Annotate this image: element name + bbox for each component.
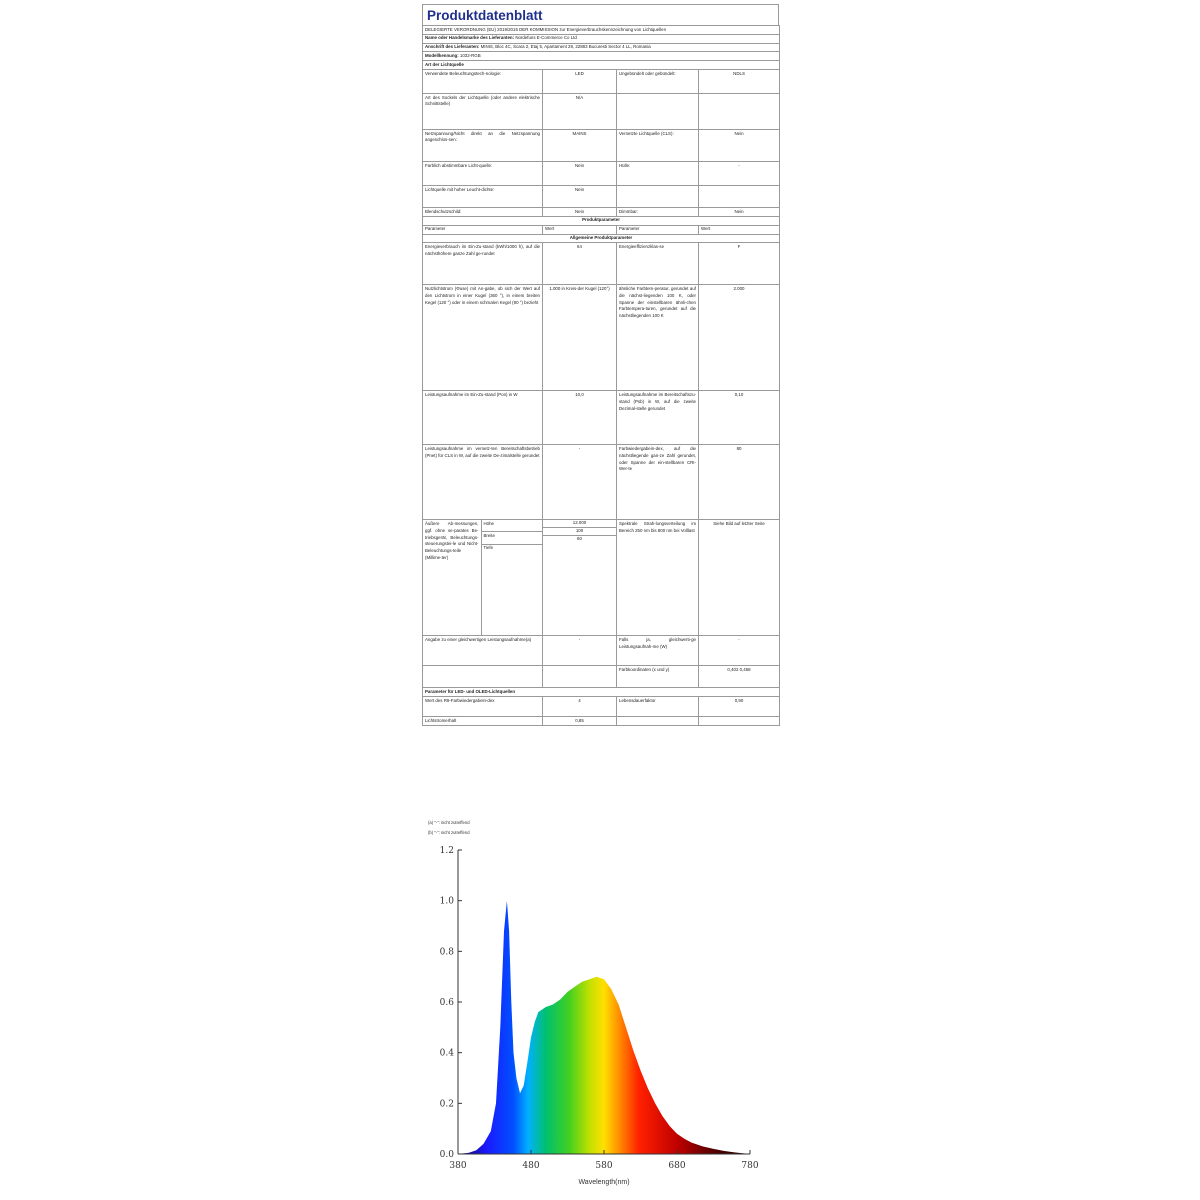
footnote: (a) "-": nicht zutreffend [428, 820, 470, 825]
dimension-name: Breite [481, 532, 542, 544]
cell: Lichtquelle mit hoher Leucht-dichte: [423, 186, 543, 208]
table-row [423, 34, 780, 43]
dimension-value: 100 [543, 528, 616, 536]
cell: Siehe Bild auf letzter Seite [699, 520, 780, 636]
cell: 80 [699, 445, 780, 520]
cell: - [699, 162, 780, 186]
cell: Art des Sockels der Lichtquelle (oder andere elektrische Schnittstelle) [423, 94, 543, 130]
supplier-address-cell: Anschrift des Lieferanten: MINIS, Bloc 4C, Scara 2, Etaj 5, Apartament 29, 22883 Bucuresti Sector 4 LL, Romania [423, 43, 780, 52]
cell [543, 666, 617, 688]
table-row [423, 52, 780, 61]
table-row [423, 285, 780, 391]
cell [423, 666, 543, 688]
cell [617, 186, 699, 208]
table-row [423, 243, 780, 285]
cell: Angabe zu einer gleichwertigen Leistungsaufnahme(a) [423, 636, 543, 666]
page-title: Produktdatenblatt [422, 4, 779, 25]
dimensions-label: Äußere Ab-messungen, ggf. ohne se-parates Be-triebsgerät, Beleuchtungs-steuerungstei-le und Nicht-Beleuchtungs-teile (Millime-ter) [423, 520, 481, 635]
cell: Nein [699, 208, 780, 217]
datasheet-table [422, 25, 780, 726]
table-row [423, 208, 780, 217]
cell: Wert des R9-Farbwiedergabein-dex [423, 697, 543, 717]
x-tick-label: 680 [668, 1161, 686, 1171]
cell: Falls ja, gleichwerti-ge Leistungsaufnah-me (W) [617, 636, 699, 666]
spectrum-area [458, 901, 750, 1154]
table-row [423, 688, 780, 697]
footnotes [428, 818, 470, 838]
cell: Leistungsaufnahme im Ein-Zu-stand (Pon) in W [423, 391, 543, 445]
dimension-name: Tiefe [483, 545, 494, 550]
column-header: Wert [543, 225, 617, 234]
section-heading: Allgemeine Produktparameter [423, 234, 780, 243]
cell: Energieeffizienzklas-se [617, 243, 699, 285]
y-tick-label: 0.4 [439, 1048, 454, 1059]
column-header: Parameter [423, 225, 543, 234]
cell: Farblich abstimmbare Licht-quelle: [423, 162, 543, 186]
cell: 4 [543, 697, 617, 717]
table-row [423, 636, 780, 666]
x-tick-label: 480 [522, 1161, 540, 1171]
cell [617, 717, 699, 726]
section-heading: Produktparameter [423, 216, 780, 225]
cell: Farbkoordinaten (x und y) [617, 666, 699, 688]
x-tick-label: 580 [595, 1161, 613, 1171]
table-row [423, 162, 780, 186]
footnote: (b) "-": nicht zutreffend [428, 830, 470, 835]
cell: Farbwiedergabein-dex, auf die nächstliegende gan-ze Zahl gerundet, oder Spanne der ein-stellbaren CRI-Wer-te [617, 445, 699, 520]
y-tick-label: 1.2 [439, 846, 454, 856]
table-row [423, 234, 780, 243]
cell: Lebensdauerfaktor [617, 697, 699, 717]
column-header: Wert [699, 225, 780, 234]
dimensions-subtable [423, 520, 542, 635]
cell: ähnliche Farbtem-peratur, gerundet auf die nächst-liegenden 100 K, oder Spanne der einstellbaren ähnli-chen Farbtempera-turen, gerundet auf die nächstliegenden 100 K [617, 285, 699, 391]
y-tick-label: 0.2 [439, 1099, 454, 1110]
table-row [423, 520, 780, 636]
cell: 0,90 [699, 697, 780, 717]
regulation-subtitle: DELEGIERTE VERORDNUNG (EU) 2019/2015 DER KOMMISSION zur Energieverbrauchskennzeichnung von Lichtquellen [423, 26, 780, 35]
cell: Nutzlichtstrom (Φuse) mit An-gabe, ob sich der Wert auf den Lichtstrom in einer Kugel (360 °), in einem breiten Kegel (120 °) oder in einem schmalen Kegel (90 °) bezieht [423, 285, 543, 391]
cell: Leistungsaufnahme im vernetz-ten Bereitschaftsbetrieb (Pnet) für CLS in W, auf die zweite De-zimalstelle gerundet [423, 445, 543, 520]
table-row [423, 94, 780, 130]
product-datasheet [422, 4, 779, 726]
y-tick-label: 1.0 [439, 896, 454, 907]
cell: MAINS [543, 130, 617, 162]
cell: Nein [543, 162, 617, 186]
table-row [423, 445, 780, 520]
cell: 0,85 [543, 717, 617, 726]
section-heading: Art der Lichtquelle [423, 61, 780, 70]
table-row [423, 70, 780, 94]
cell: Hülle: [617, 162, 699, 186]
cell: 2.000 [699, 285, 780, 391]
dimensions-values-cell [543, 520, 617, 636]
cell: F [699, 243, 780, 285]
cell: Verwendete Beleuchtungstech-nologie: [423, 70, 543, 94]
cell [699, 717, 780, 726]
cell: Lichtstromerhalt [423, 717, 543, 726]
cell: - [699, 636, 780, 666]
dimension-value: 60 [577, 536, 582, 542]
x-axis-label: Wavelength(nm) [578, 1179, 630, 1186]
dimension-name: Höhe [481, 520, 542, 531]
table-row [423, 717, 780, 726]
spectrum-chart [420, 842, 770, 1192]
table-row [423, 130, 780, 162]
x-tick-label: 380 [449, 1161, 467, 1171]
cell: NDLS [699, 70, 780, 94]
cell: - [543, 636, 617, 666]
cell: Dimmbar: [617, 208, 699, 217]
model-cell: Modellkennung: 1032-RGB [423, 52, 780, 61]
table-row [423, 61, 780, 70]
table-row [423, 43, 780, 52]
cell: 1.000 in Kreis-der Kugel (120°) [543, 285, 617, 391]
cell: 64 [543, 243, 617, 285]
cell: 0,10 [699, 391, 780, 445]
cell: Nein [543, 186, 617, 208]
y-tick-label: 0.6 [439, 998, 454, 1008]
x-tick-label: 780 [741, 1161, 759, 1171]
table-row [423, 697, 780, 717]
cell: 10,0 [543, 391, 617, 445]
cell: Ungebündelt oder gebündelt: [617, 70, 699, 94]
cell: Blendschutzschild: [423, 208, 543, 217]
table-row [423, 666, 780, 688]
cell: Nein [699, 130, 780, 162]
cell: - [543, 445, 617, 520]
section-heading: Parameter für LED- und OLED-Lichtquellen [423, 688, 780, 697]
y-axis-ticks [440, 846, 462, 1160]
dimension-value: 12.000 [543, 520, 616, 528]
cell [699, 94, 780, 130]
column-header: Parameter [617, 225, 699, 234]
cell: N/A [543, 94, 617, 130]
table-row [423, 216, 780, 225]
cell: Vernetzte Lichtquelle (CLS): [617, 130, 699, 162]
table-header-row [423, 225, 780, 234]
table-row [423, 186, 780, 208]
y-tick-label: 0.0 [439, 1150, 454, 1160]
cell: Spektrale Strah-lungsverteilung im Bereich 250 nm bis 800 nm bei Volllast [617, 520, 699, 636]
y-tick-label: 0.8 [439, 947, 454, 958]
cell: LED [543, 70, 617, 94]
cell [617, 94, 699, 130]
cell [699, 186, 780, 208]
cell: Energieverbrauch im Ein-Zu-stand (kWh/1000 h), auf die nächsthöhere ganze Zahl ge-rundet [423, 243, 543, 285]
cell: Netzspannung/Nicht direkt an die Netzspannung angeschlos-sen: [423, 130, 543, 162]
cell: 0,402 0,458 [699, 666, 780, 688]
cell: Nein [543, 208, 617, 217]
cell: Leistungsaufnahme im Bereitschaftszu-stand (Psb) in W, auf die zweite Dezimal-stelle gerundet [617, 391, 699, 445]
table-row [423, 391, 780, 445]
supplier-name-cell: Name oder Handelsmarke des Lieferanten: Nordefuns E-Commerce Co Ltd [423, 34, 780, 43]
dimensions-cell [423, 520, 543, 636]
table-row [423, 26, 780, 35]
